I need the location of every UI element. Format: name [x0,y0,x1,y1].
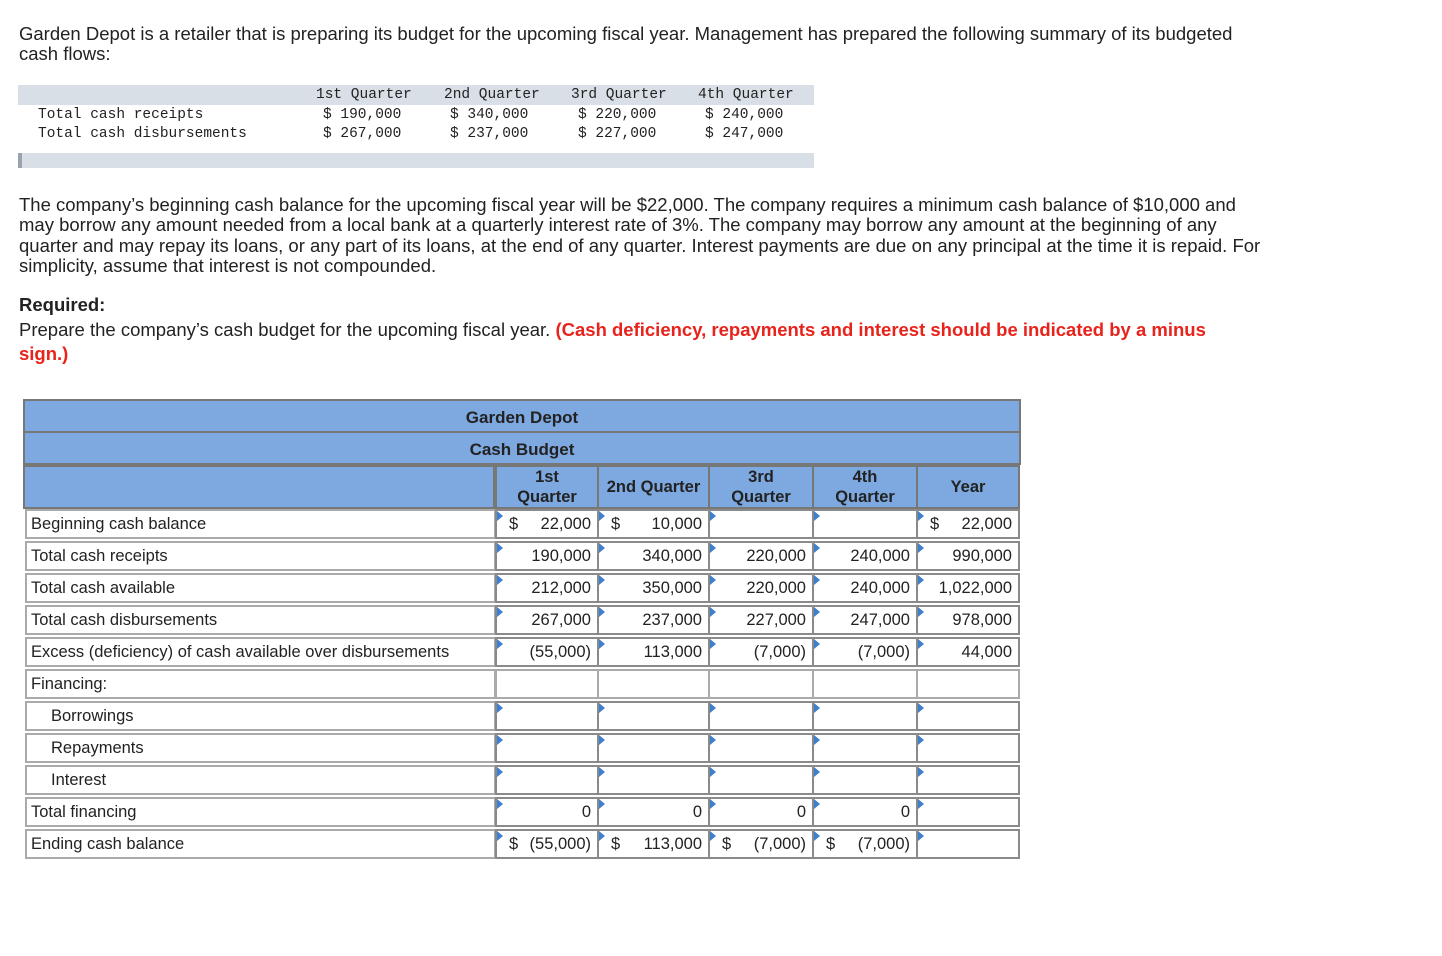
disbursements-input-5[interactable] [916,605,1020,635]
disbursements-input-3[interactable] [708,605,814,635]
receipts-input-1[interactable] [495,541,599,571]
receipts-input-4[interactable] [812,541,918,571]
disbursements-input-2[interactable] [597,605,710,635]
cell-value: 978,000 [952,611,1012,629]
borrowings-input-1[interactable] [495,701,599,731]
summary-cell: $ 247,000 [705,126,784,142]
cell-value: 44,000 [961,643,1012,661]
column-header-1: 1st Quarter [495,465,599,509]
column-header-2: 2nd Quarter [597,465,710,509]
currency-symbol: $ [509,515,519,533]
summary-col-q3: 3rd Quarter [571,87,667,103]
cell-value: (55,000) [529,643,591,661]
beginning-input-5[interactable] [916,509,1020,539]
budget-title-header [23,431,1021,465]
cell-value: 212,000 [531,579,591,597]
summary-row-label: Total cash disbursements [38,126,247,142]
summary-cell: $ 227,000 [578,126,657,142]
disbursements-input-4[interactable] [812,605,918,635]
cell-value: 0 [796,803,806,821]
cell-value: 240,000 [850,547,910,565]
cell-value: 990,000 [952,547,1012,565]
column-header-5: Year [916,465,1020,509]
receipts-input-3[interactable] [708,541,814,571]
summary-row-label: Total cash receipts [38,107,204,123]
total-financing-input-2[interactable] [597,797,710,827]
summary-cell: $ 220,000 [578,107,657,123]
total-financing-input-5[interactable] [916,797,1020,827]
row-label-beginning: Beginning cash balance [25,509,495,539]
beginning-input-3[interactable] [708,509,814,539]
column-header-3: 3rd Quarter [708,465,814,509]
row-label-disbursements: Total cash disbursements [25,605,495,635]
cell-value: (55,000) [529,835,591,853]
receipts-input-2[interactable] [597,541,710,571]
cell-value: 0 [692,803,702,821]
cell-value: (7,000) [753,643,806,661]
currency-symbol: $ [611,515,621,533]
cell-value: 340,000 [642,547,702,565]
required-instructions [19,318,1259,366]
required-heading: Required: [19,294,106,315]
row-label-interest: Interest [25,765,495,795]
interest-input-5[interactable] [916,765,1020,795]
summary-col-q4: 4th Quarter [698,87,794,103]
budget-label-header [23,465,495,509]
row-label-financing: Financing: [25,669,495,699]
cell-value: 220,000 [746,547,806,565]
financing-input-2 [597,669,710,699]
excess-input-4[interactable] [812,637,918,667]
budget-company-header [23,399,1021,433]
repayments-input-3[interactable] [708,733,814,763]
cell-value: 10,000 [651,515,702,533]
cash-flow-summary-table [18,85,814,168]
available-input-2[interactable] [597,573,710,603]
cell-value: 22,000 [540,515,591,533]
excess-input-3[interactable] [708,637,814,667]
total-financing-input-3[interactable] [708,797,814,827]
cell-value: 240,000 [850,579,910,597]
required-text: Prepare the company’s cash budget for the upcoming fiscal year. [19,319,556,340]
ending-input-1[interactable] [495,829,599,859]
repayments-input-2[interactable] [597,733,710,763]
summary-cell: $ 340,000 [450,107,529,123]
summary-cell: $ 267,000 [323,126,402,142]
summary-col-q2: 2nd Quarter [444,87,540,103]
borrowings-input-3[interactable] [708,701,814,731]
borrowings-input-5[interactable] [916,701,1020,731]
row-label-excess: Excess (deficiency) of cash available over disbursements [25,637,495,667]
ending-input-3[interactable] [708,829,814,859]
financing-input-1 [495,669,599,699]
receipts-input-5[interactable] [916,541,1020,571]
required-note: (Cash deficiency, repayments and interest should be indicated by a minus sign.) [19,319,1206,364]
summary-cell: $ 190,000 [323,107,402,123]
column-header-4: 4th Quarter [812,465,918,509]
interest-input-4[interactable] [812,765,918,795]
borrowings-input-2[interactable] [597,701,710,731]
financing-input-5 [916,669,1020,699]
available-input-1[interactable] [495,573,599,603]
available-input-4[interactable] [812,573,918,603]
row-label-repayments: Repayments [25,733,495,763]
total-financing-input-1[interactable] [495,797,599,827]
summary-cell: $ 237,000 [450,126,529,142]
row-label-ending: Ending cash balance [25,829,495,859]
cell-value: 0 [581,803,591,821]
borrowings-input-4[interactable] [812,701,918,731]
summary-footer-tab [18,153,22,168]
interest-input-2[interactable] [597,765,710,795]
summary-footer-bar [18,153,814,168]
excess-input-5[interactable] [916,637,1020,667]
cell-value: 1,022,000 [938,579,1012,597]
row-label-available: Total cash available [25,573,495,603]
cell-value: 190,000 [531,547,591,565]
currency-symbol: $ [722,835,732,853]
cell-value: (7,000) [753,835,806,853]
excess-input-1[interactable] [495,637,599,667]
currency-symbol: $ [930,515,940,533]
available-input-3[interactable] [708,573,814,603]
beginning-input-2[interactable] [597,509,710,539]
cell-value: 220,000 [746,579,806,597]
available-input-5[interactable] [916,573,1020,603]
beginning-input-1[interactable] [495,509,599,539]
currency-symbol: $ [611,835,621,853]
currency-symbol: $ [509,835,519,853]
ending-input-4[interactable] [812,829,918,859]
row-label-borrowings: Borrowings [25,701,495,731]
cash-budget-table [23,399,1021,861]
repayments-input-4[interactable] [812,733,918,763]
cell-value: 267,000 [531,611,591,629]
disbursements-input-1[interactable] [495,605,599,635]
cell-value: 350,000 [642,579,702,597]
cell-value: 113,000 [643,835,702,853]
total-financing-input-4[interactable] [812,797,918,827]
cell-value: 227,000 [746,611,806,629]
summary-header-bar [18,85,814,105]
interest-input-1[interactable] [495,765,599,795]
cell-value: 113,000 [643,643,702,661]
summary-cell: $ 240,000 [705,107,784,123]
intro-text: Garden Depot is a retailer that is preparing its budget for the upcoming fiscal year. Management has prepared the following summary of its budgeted cash flows: [19,23,1233,64]
ending-input-2[interactable] [597,829,710,859]
problem-paragraph: The company’s beginning cash balance for the upcoming fiscal year will be $22,000. The company requires a minimum cash balance of $10,000 and may borrow any amount needed from a local bank at a quarterly interest rate of 3%. The company may borrow any amount at the beginning of any quarter and may repay its loans, or any part of its loans, at the end of any quarter. Interest payments are due on any principal at the time it is repaid. For simplicity, assume that interest is not compounded. [19,194,1261,276]
row-label-total-financing: Total financing [25,797,495,827]
cell-value: (7,000) [857,643,910,661]
budget-company-name: Garden Depot [465,408,579,427]
repayments-input-5[interactable] [916,733,1020,763]
cell-value: 237,000 [642,611,702,629]
financing-input-3 [708,669,814,699]
row-label-receipts: Total cash receipts [25,541,495,571]
cell-value: 0 [900,803,910,821]
repayments-input-1[interactable] [495,733,599,763]
cell-value: (7,000) [857,835,910,853]
budget-title: Cash Budget [469,440,575,459]
currency-symbol: $ [826,835,836,853]
interest-input-3[interactable] [708,765,814,795]
financing-input-4 [812,669,918,699]
beginning-input-4[interactable] [812,509,918,539]
cell-value: 22,000 [961,515,1012,533]
ending-input-5[interactable] [916,829,1020,859]
excess-input-2[interactable] [597,637,710,667]
cell-value: 247,000 [850,611,910,629]
summary-col-q1: 1st Quarter [316,87,412,103]
